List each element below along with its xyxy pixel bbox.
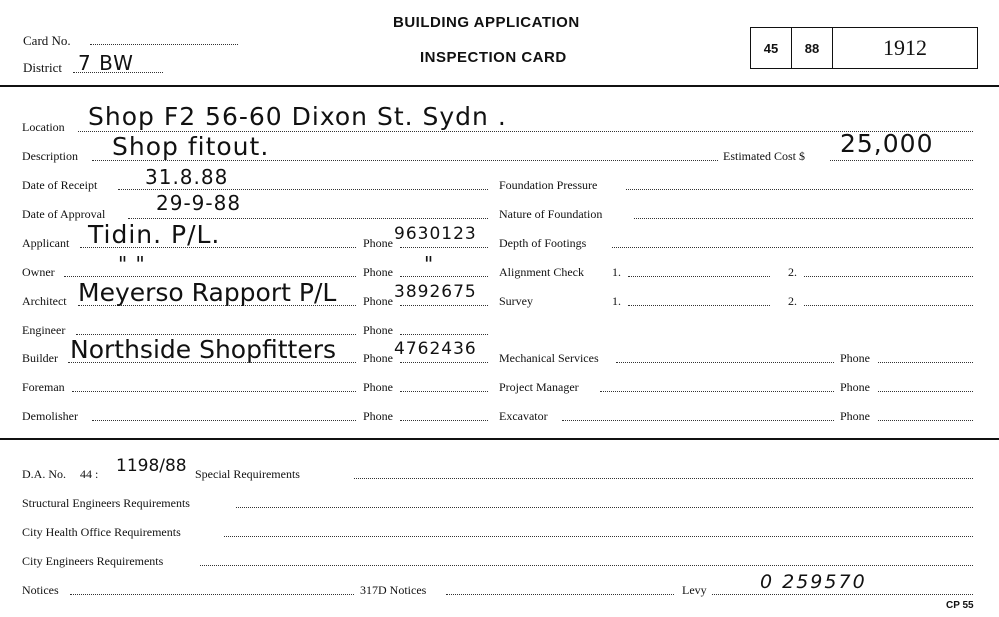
depth-footings-label: Depth of Footings bbox=[499, 236, 587, 250]
builder-label: Builder bbox=[22, 351, 58, 365]
project-manager-phone-line bbox=[878, 391, 973, 392]
excavator-line bbox=[562, 420, 834, 421]
date-receipt-value: 31.8.88 bbox=[145, 165, 229, 189]
title-line-1: BUILDING APPLICATION bbox=[393, 14, 580, 31]
survey-label: Survey bbox=[499, 294, 533, 308]
structural-line bbox=[236, 507, 973, 508]
health-line bbox=[224, 536, 973, 537]
notices-line bbox=[70, 594, 354, 595]
location-value: Shop F2 56-60 Dixon St. Sydn . bbox=[88, 102, 507, 131]
alignment-check-label: Alignment Check bbox=[499, 265, 584, 279]
nature-foundation-label: Nature of Foundation bbox=[499, 207, 603, 221]
demolisher-line bbox=[92, 420, 356, 421]
builder-phone-label: Phone bbox=[363, 351, 393, 365]
architect-value: Meyerso Rapport P/L bbox=[78, 278, 337, 307]
form-code: CP 55 bbox=[946, 600, 974, 611]
applicant-phone-label: Phone bbox=[363, 236, 393, 250]
description-label: Description bbox=[22, 149, 78, 163]
notices-label: Notices bbox=[22, 583, 59, 597]
mechanical-phone-line bbox=[878, 362, 973, 363]
levy-value: 0 259570 bbox=[760, 571, 867, 593]
date-receipt-label: Date of Receipt bbox=[22, 178, 98, 192]
engineer-phone-label: Phone bbox=[363, 323, 393, 337]
builder-value: Northside Shopfitters bbox=[70, 335, 337, 364]
survey-1-line bbox=[628, 305, 770, 306]
district-label: District bbox=[23, 60, 62, 75]
architect-phone-value: 3892675 bbox=[394, 282, 477, 302]
applicant-value: Tidin. P/L. bbox=[88, 220, 221, 249]
description-value: Shop fitout. bbox=[112, 132, 270, 161]
architect-label: Architect bbox=[22, 294, 67, 308]
alignment-1-label: 1. bbox=[612, 265, 621, 279]
nature-foundation-line bbox=[634, 218, 973, 219]
special-requirements-line bbox=[354, 478, 973, 479]
card-no-line bbox=[90, 44, 238, 45]
city-engineers-line bbox=[200, 565, 973, 566]
da-no-label: D.A. No. bbox=[22, 467, 66, 481]
foundation-pressure-label: Foundation Pressure bbox=[499, 178, 598, 192]
owner-phone-value: " bbox=[424, 252, 435, 276]
alignment-2-label: 2. bbox=[788, 265, 797, 279]
special-requirements-label: Special Requirements bbox=[195, 467, 300, 481]
mechanical-phone-label: Phone bbox=[840, 351, 870, 365]
da-prefix: 44 : bbox=[80, 467, 99, 481]
section-rule bbox=[0, 438, 999, 440]
engineer-phone-line bbox=[400, 334, 488, 335]
owner-phone-line bbox=[400, 276, 488, 277]
mechanical-line bbox=[616, 362, 834, 363]
header-rule bbox=[0, 85, 999, 87]
demolisher-phone-label: Phone bbox=[363, 409, 393, 423]
card-number-boxes bbox=[750, 27, 978, 69]
date-approval-label: Date of Approval bbox=[22, 207, 106, 221]
depth-footings-line bbox=[612, 247, 973, 248]
date-approval-line bbox=[128, 218, 488, 219]
card-box-2: 88 bbox=[792, 28, 833, 68]
foreman-phone-line bbox=[400, 391, 488, 392]
project-manager-phone-label: Phone bbox=[840, 380, 870, 394]
project-manager-label: Project Manager bbox=[499, 380, 579, 394]
survey-2-line bbox=[804, 305, 973, 306]
card-box-1: 45 bbox=[751, 28, 792, 68]
health-label: City Health Office Requirements bbox=[22, 525, 181, 539]
title-line-2: INSPECTION CARD bbox=[420, 49, 567, 66]
city-engineers-label: City Engineers Requirements bbox=[22, 554, 164, 568]
owner-phone-label: Phone bbox=[363, 265, 393, 279]
applicant-label: Applicant bbox=[22, 236, 70, 250]
date-approval-value: 29-9-88 bbox=[156, 191, 242, 215]
structural-label: Structural Engineers Requirements bbox=[22, 496, 190, 510]
owner-label: Owner bbox=[22, 265, 55, 279]
applicant-phone-value: 9630123 bbox=[394, 224, 477, 244]
foreman-phone-label: Phone bbox=[363, 380, 393, 394]
card-no-label: Card No. bbox=[23, 33, 71, 48]
applicant-phone-line bbox=[400, 247, 488, 248]
project-manager-line bbox=[600, 391, 834, 392]
foundation-pressure-line bbox=[626, 189, 973, 190]
alignment-1-line bbox=[628, 276, 770, 277]
card-box-3: 1912 bbox=[883, 35, 927, 60]
estimated-cost-value: 25,000 bbox=[840, 129, 934, 158]
excavator-phone-line bbox=[878, 420, 973, 421]
da-no-value: 1198/88 bbox=[116, 456, 187, 476]
foreman-line bbox=[72, 391, 356, 392]
builder-phone-value: 4762436 bbox=[394, 339, 477, 359]
excavator-label: Excavator bbox=[499, 409, 548, 423]
survey-1-label: 1. bbox=[612, 294, 621, 308]
owner-line bbox=[64, 276, 356, 277]
alignment-2-line bbox=[804, 276, 973, 277]
levy-label: Levy bbox=[682, 583, 707, 597]
survey-2-label: 2. bbox=[788, 294, 797, 308]
district-value: 7 BW bbox=[78, 51, 134, 75]
foreman-label: Foreman bbox=[22, 380, 65, 394]
builder-phone-line bbox=[400, 362, 488, 363]
mechanical-label: Mechanical Services bbox=[499, 351, 599, 365]
notices-317d-label: 317D Notices bbox=[360, 583, 427, 597]
estimated-cost-line bbox=[830, 160, 973, 161]
architect-phone-label: Phone bbox=[363, 294, 393, 308]
levy-line bbox=[712, 594, 973, 595]
notices-317d-line bbox=[446, 594, 674, 595]
date-receipt-line bbox=[118, 189, 488, 190]
engineer-label: Engineer bbox=[22, 323, 66, 337]
location-label: Location bbox=[22, 120, 65, 134]
estimated-cost-label: Estimated Cost $ bbox=[723, 149, 805, 163]
architect-phone-line bbox=[400, 305, 488, 306]
demolisher-phone-line bbox=[400, 420, 488, 421]
owner-value: " " bbox=[118, 252, 146, 276]
demolisher-label: Demolisher bbox=[22, 409, 78, 423]
excavator-phone-label: Phone bbox=[840, 409, 870, 423]
